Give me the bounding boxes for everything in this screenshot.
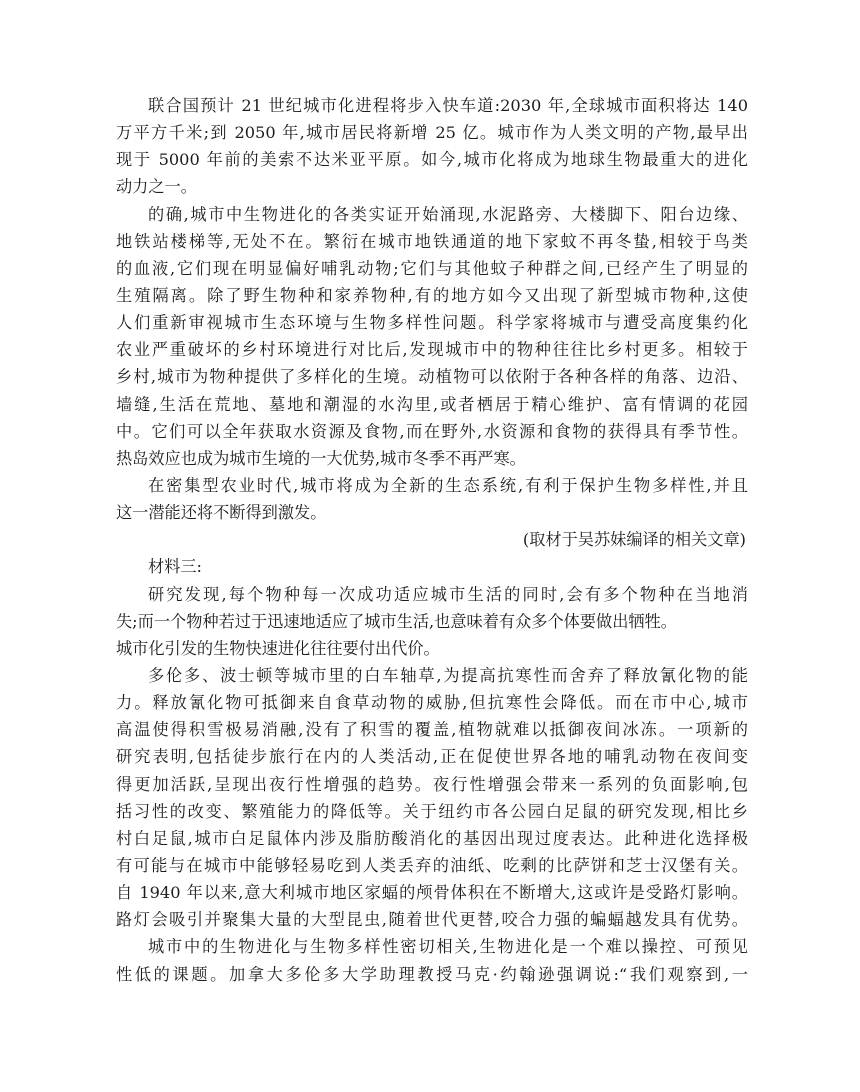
text-line: 地铁站楼梯等,无处不在。繁衍在城市地铁通道的地下家蚊不再冬蛰,相较于鸟类 — [116, 231, 748, 251]
text-line: 多伦多、波士顿等城市里的白车轴草,为提高抗寒性而舍弃了释放氰化物的能 — [148, 665, 748, 685]
text-line: 研究发现,每个物种每一次成功适应城市生活的同时,会有多个物种在当地消 — [148, 584, 748, 604]
text-line: 生殖隔离。除了野生物种和家养物种,有的地方如今又出现了新型城市物种,这使 — [116, 285, 748, 305]
section3-paragraph-1 — [116, 581, 748, 662]
text-line: 墙缝,生活在荒地、墓地和潮湿的水沟里,或者栖居于精心维护、富有情调的花园 — [116, 394, 748, 414]
text-line: 失;而一个物种若过于迅速地适应了城市生活,也意味着有众多个体要做出牺牲。 — [116, 611, 677, 631]
text-line: 村白足鼠,城市白足鼠体内涉及脂肪酸消化的基因出现过度表达。此种进化选择极 — [116, 828, 748, 848]
document-page — [116, 92, 748, 988]
text-line: 的确,城市中生物进化的各类实证开始涌现,水泥路旁、大楼脚下、阳台边缘、 — [148, 204, 748, 224]
text-line: 自 1940 年以来,意大利城市地区家蝠的颅骨体积在不断增大,这或许是受路灯影响。 — [116, 883, 748, 903]
text-line: 人们重新审视城市生态环境与生物多样性问题。科学家将城市与遭受高度集约化 — [116, 313, 748, 333]
text-line: 乡村,城市为物种提供了多样化的生境。动植物可以依附于各种各样的角落、边沿、 — [116, 367, 748, 387]
text-line: 在密集型农业时代,城市将成为全新的生态系统,有利于保护生物多样性,并且 — [148, 475, 748, 495]
text-line: 括习性的改变、繁殖能力的降低等。关于纽约市各公园白足鼠的研究发现,相比乡 — [116, 801, 748, 821]
text-line: 力。释放氰化物可抵御来自食草动物的威胁,但抗寒性会降低。而在市中心,城市 — [116, 693, 748, 713]
text-line: 性低的课题。加拿大多伦多大学助理教授马克·约翰逊强调说:“我们观察到,一 — [116, 964, 748, 984]
paragraph-2 — [116, 201, 748, 472]
text-line: 农业严重破坏的乡村环境进行对比后,发现城市中的物种往往比乡村更多。相较于 — [116, 340, 748, 360]
text-line: 城市中的生物进化与生物多样性密切相关,生物进化是一个难以操控、可预见 — [148, 937, 748, 957]
text-line: 得更加活跃,呈现出夜行性增强的趋势。夜行性增强会带来一系列的负面影响,包 — [116, 774, 748, 794]
paragraph-1 — [116, 92, 748, 201]
text-line: 中。它们可以全年获取水资源及食物,而在野外,水资源和食物的获得具有季节性。 — [116, 421, 748, 441]
text-line: 现于 5000 年前的美索不达米亚平原。如今,城市化将成为地球生物最重大的进化 — [116, 150, 748, 170]
text-line: 的血液,它们现在明显偏好哺乳动物;它们与其他蚊子种群之间,已经产生了明显的 — [116, 258, 748, 278]
text-line: 高温使得积雪极易消融,没有了积雪的覆盖,植物就难以抵御夜间冰冻。一项新的 — [116, 720, 748, 740]
text-line: 联合国预计 21 世纪城市化进程将步入快车道:2030 年,全球城市面积将达 140 — [148, 96, 748, 115]
section3-paragraph-3 — [116, 933, 748, 987]
text-line: 这一潜能还将不断得到激发。 — [116, 503, 327, 523]
text-line: 路灯会吸引并聚集大量的大型昆虫,随着世代更替,咬合力强的蝙蝠越发具有优势。 — [116, 910, 748, 930]
text-line: 热岛效应也成为城市生境的一大优势,城市冬季不再严寒。 — [116, 448, 526, 468]
section-heading: 材料三: — [148, 557, 203, 577]
text-line: 研究表明,包括徒步旅行在内的人类活动,正在促使世界各地的哺乳动物在夜间变 — [116, 747, 748, 767]
paragraph-3 — [116, 472, 748, 526]
text-line: 动力之一。 — [116, 177, 197, 197]
text-line: 万平方千米;到 2050 年,城市居民将新增 25 亿。城市作为人类文明的产物,最早出 — [116, 123, 748, 143]
text-line: 有可能与在城市中能够轻易吃到人类丢弃的油纸、吃剩的比萨饼和芝士汉堡有关。 — [116, 855, 748, 875]
source-attribution: (取材于吴苏妹编译的相关文章) — [522, 530, 746, 550]
text-line: 城市化引发的生物快速进化往往要付出代价。 — [116, 638, 440, 658]
section3-paragraph-2 — [116, 662, 748, 933]
